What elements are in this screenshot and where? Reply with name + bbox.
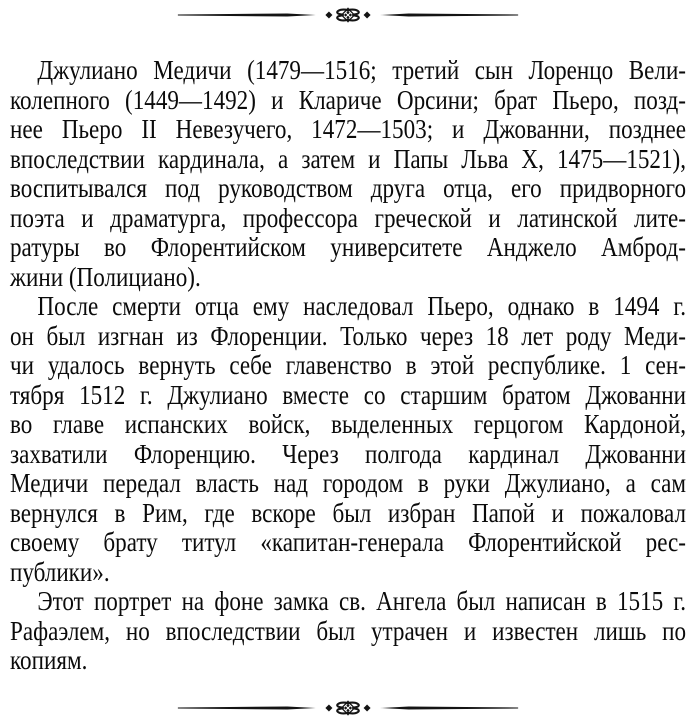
text-block	[10, 56, 686, 676]
text-line: публики».	[10, 556, 110, 587]
text-line: он был изгнан из Флоренции. Только через 18 лет роду Меди-	[10, 320, 687, 351]
text-line: жини (Полициано).	[10, 261, 201, 292]
text-line: Рафаэлем, но впоследствии был утрачен и известен лишь по	[10, 615, 687, 646]
text-line: Джулиано Медичи (1479—1516; третий сын Лоренцо Вели-	[37, 55, 687, 85]
paragraph	[10, 56, 686, 292]
text-line: ратуры во Флорентийском университете Анджело Амброд-	[10, 232, 687, 262]
text-line: нее Пьеро II Невезучего, 1472—1503; и Джованни, позднее	[10, 114, 687, 144]
text-line: Этот портрет на фоне замка св. Ангела был написан в 1515 г.	[37, 586, 687, 616]
text-line: После смерти отца ему наследовал Пьеро, однако в 1494 г.	[37, 291, 687, 321]
text-line: колепного (1449—1492) и Клариче Орсини; брат Пьеро, позд-	[10, 84, 687, 115]
text-line: поэта и драматурга, профессора греческой и латинской лите-	[10, 202, 687, 233]
text-line: копиям.	[10, 645, 88, 675]
page-text	[10, 56, 686, 676]
text-line: тября 1512 г. Джулиано вместе со старшим братом Джованни	[10, 379, 687, 410]
text-line: чи удалось вернуть себе главенство в этой республике. 1 сен-	[10, 350, 687, 380]
text-line: воспитывался под руководством друга отца, его придворного	[10, 173, 687, 203]
text-line: впоследствии кардинала, а затем и Папы Льва X, 1475—1521),	[10, 143, 687, 174]
paragraph	[10, 587, 686, 676]
top-divider	[0, 0, 696, 23]
text-line: Медичи передал власть над городом в руки Джулиано, а сам	[10, 468, 687, 498]
paragraph	[10, 292, 686, 587]
text-line: вернулся в Рим, где вскоре был избран Папой и пожаловал	[10, 497, 687, 528]
bottom-divider	[0, 676, 696, 716]
fleuron-divider-icon	[172, 7, 524, 23]
fleuron-divider-icon	[172, 700, 524, 716]
text-line: захватили Флоренцию. Через полгода кардинал Джованни	[10, 438, 687, 469]
text-line: своему брату титул «капитан-генерала Флорентийской рес-	[10, 527, 687, 557]
text-line: во главе испанских войск, выделенных герцогом Кардоной,	[10, 409, 687, 439]
